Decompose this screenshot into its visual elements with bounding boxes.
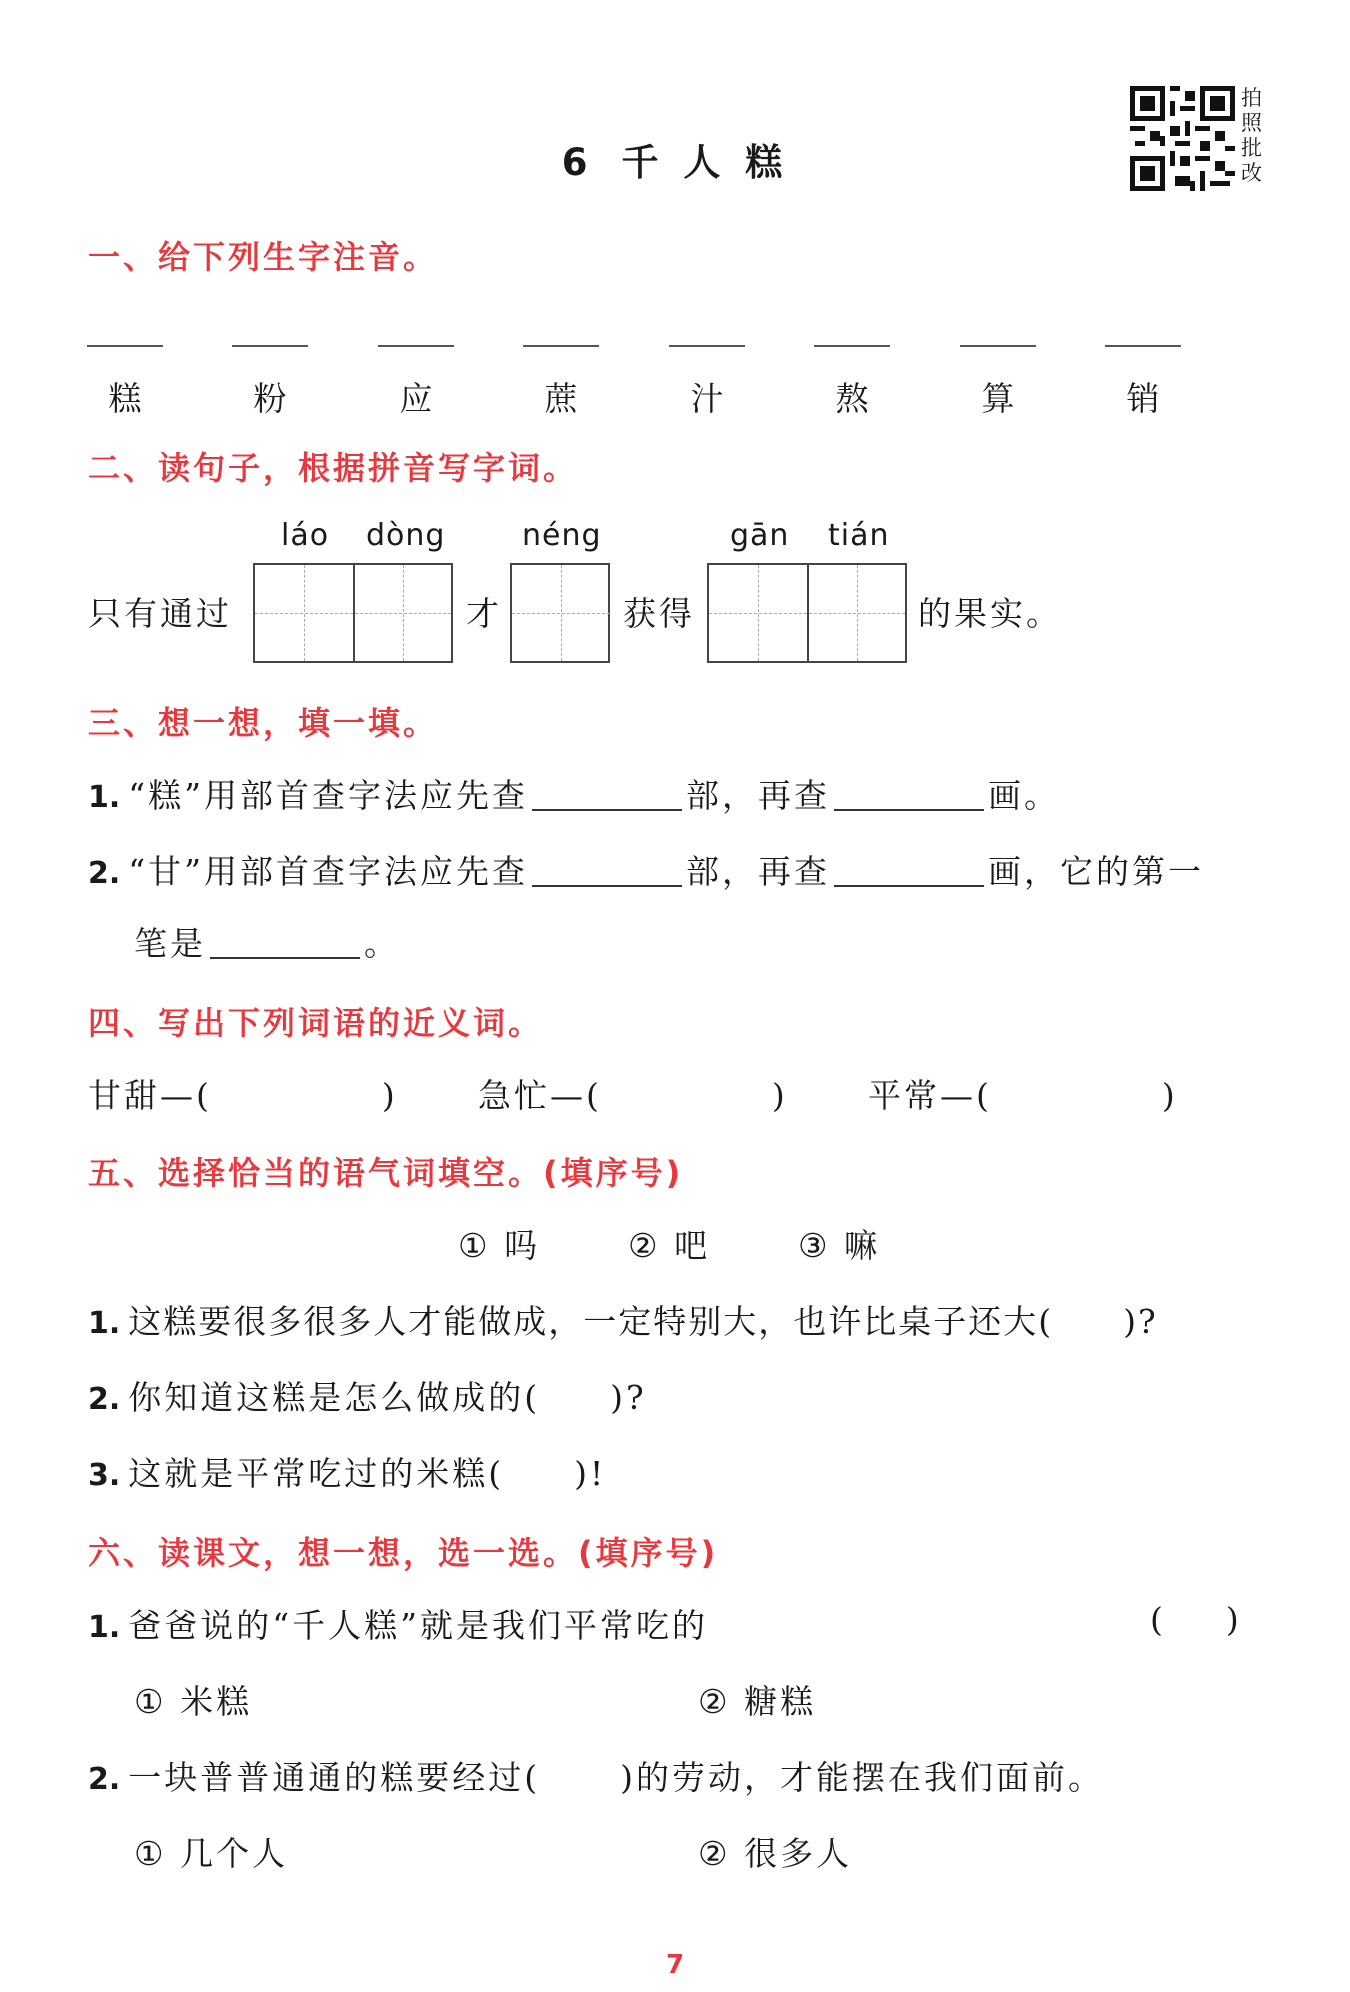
option-text: 很多人	[744, 1834, 853, 1873]
question-text: )的劳动，才能摆在我们面前。	[620, 1758, 1105, 1797]
synonym-word: 甘甜—(	[88, 1076, 212, 1115]
char: 销	[1126, 379, 1160, 418]
char-item[interactable]	[1088, 345, 1198, 420]
char: 粉	[253, 379, 287, 418]
question-number: 3.	[88, 1458, 121, 1493]
question-text: 这就是平常吃过的米糕(	[128, 1454, 505, 1493]
option-text: 米糕	[180, 1682, 253, 1721]
option-item	[628, 1220, 710, 1267]
synonym-word: 平常—(	[868, 1076, 992, 1115]
char-item[interactable]	[215, 345, 325, 420]
choice-option[interactable]	[134, 1828, 288, 1875]
pinyin: dòng	[366, 518, 446, 553]
question-line	[88, 1296, 1158, 1343]
question-text: 画。	[988, 776, 1061, 815]
question-line	[88, 1372, 647, 1419]
question-line	[88, 846, 1204, 893]
question-line	[88, 1752, 1104, 1799]
sentence-text: 的果实。	[918, 594, 1062, 633]
option-mark: ②	[628, 1226, 661, 1265]
question-text: )?	[610, 1378, 647, 1417]
option-word: 吗	[504, 1226, 541, 1265]
question-text: 你知道这糕是怎么做成的(	[128, 1378, 541, 1417]
section1-heading: 一、给下列生字注音。	[88, 238, 439, 276]
pinyin: láo	[281, 518, 330, 553]
section6-heading: 六、读课文，想一想，选一选。(填序号)	[88, 1534, 719, 1572]
synonym-word: 急忙—(	[478, 1076, 602, 1115]
question-text: 这糕要很多很多人才能做成，一定特别大，也许比桌子还大(	[128, 1302, 1054, 1341]
qr-label-char: 批	[1241, 136, 1262, 160]
qr-label-char: 照	[1241, 111, 1262, 135]
qr-code-icon[interactable]	[1130, 86, 1235, 191]
paren-close: )	[771, 1076, 788, 1115]
question-number: 2.	[88, 1382, 121, 1417]
qr-label-char: 拍	[1241, 86, 1262, 110]
char: 糕	[108, 379, 142, 418]
lesson-title: 千 人 糕	[621, 141, 789, 184]
question-text: 。	[364, 924, 400, 963]
answer-paren[interactable]	[1150, 1600, 1242, 1639]
char: 算	[981, 379, 1015, 418]
writing-grid[interactable]	[707, 563, 907, 663]
char: 熬	[835, 379, 869, 418]
paren-close: )	[1225, 1600, 1242, 1639]
answer-blank[interactable]	[532, 809, 682, 811]
question-number: 1.	[88, 1610, 121, 1645]
section4-heading: 四、写出下列词语的近义词。	[88, 1004, 544, 1042]
option-word: 吧	[674, 1226, 711, 1265]
question-text: 一块普普通通的糕要经过(	[128, 1758, 541, 1797]
sentence-text: 获得	[623, 594, 695, 633]
char-item[interactable]	[652, 345, 762, 420]
page-number: 7	[665, 1950, 685, 1980]
question-text: 部，再查	[686, 852, 831, 891]
option-mark: ②	[698, 1834, 731, 1873]
question-text: 笔是	[134, 924, 206, 963]
answer-blank[interactable]	[532, 885, 682, 887]
question-number: 1.	[88, 780, 121, 815]
char-item[interactable]	[361, 345, 471, 420]
question-text: )?	[1123, 1302, 1158, 1341]
option-text: 几个人	[180, 1834, 289, 1873]
choice-option[interactable]	[698, 1828, 852, 1875]
question-line	[88, 1448, 606, 1495]
char: 蔗	[544, 379, 578, 418]
question-line	[88, 1600, 708, 1647]
section2-heading: 二、读句子，根据拼音写字词。	[88, 449, 579, 487]
paren-open: (	[1150, 1600, 1166, 1639]
choice-option[interactable]	[698, 1676, 816, 1723]
question-text: “糕”用部首查字法应先查	[128, 776, 529, 815]
paren-close: )	[381, 1076, 398, 1115]
question-line	[134, 918, 400, 965]
option-item	[798, 1220, 880, 1267]
option-mark: ①	[458, 1226, 491, 1265]
qr-label-char: 改	[1241, 161, 1262, 185]
writing-grid[interactable]	[253, 563, 453, 663]
question-number: 2.	[88, 856, 121, 891]
answer-blank[interactable]	[834, 885, 984, 887]
paren-close: )	[1161, 1076, 1178, 1115]
choice-option[interactable]	[134, 1676, 252, 1723]
sentence-text: 才	[466, 594, 502, 633]
char-item[interactable]	[70, 345, 180, 420]
section3-heading: 三、想一想，填一填。	[88, 704, 439, 742]
qr-label	[1241, 86, 1271, 186]
char: 汁	[690, 379, 724, 418]
question-text: 部，再查	[686, 776, 831, 815]
question-text: “甘”用部首查字法应先查	[128, 852, 529, 891]
option-mark: ①	[134, 1682, 167, 1721]
sentence-text: 只有通过	[88, 594, 232, 633]
answer-blank[interactable]	[210, 957, 360, 959]
question-line	[88, 770, 1060, 817]
option-mark: ③	[798, 1226, 831, 1265]
question-number: 2.	[88, 1762, 121, 1797]
section5-heading: 五、选择恰当的语气词填空。(填序号)	[88, 1154, 684, 1192]
question-text: 画，它的第一	[988, 852, 1205, 891]
pinyin: néng	[522, 518, 602, 553]
char-item[interactable]	[943, 345, 1053, 420]
synonym-item[interactable]	[88, 1070, 398, 1117]
option-word: 嘛	[844, 1226, 881, 1265]
option-mark: ①	[134, 1834, 167, 1873]
option-item	[458, 1220, 540, 1267]
char: 应	[399, 379, 433, 418]
option-mark: ②	[698, 1682, 731, 1721]
lesson-number: 6	[561, 141, 594, 184]
pinyin: gān	[730, 518, 790, 553]
question-text: 爸爸说的“千人糕”就是我们平常吃的	[128, 1606, 709, 1645]
answer-blank[interactable]	[834, 809, 984, 811]
char-item[interactable]	[797, 345, 907, 420]
char-item[interactable]	[506, 345, 616, 420]
question-text: )!	[574, 1454, 607, 1493]
synonym-item[interactable]	[868, 1070, 1178, 1117]
synonym-item[interactable]	[478, 1070, 788, 1117]
writing-grid[interactable]	[510, 563, 610, 663]
question-number: 1.	[88, 1306, 121, 1341]
pinyin: tián	[828, 518, 890, 553]
option-text: 糖糕	[744, 1682, 817, 1721]
